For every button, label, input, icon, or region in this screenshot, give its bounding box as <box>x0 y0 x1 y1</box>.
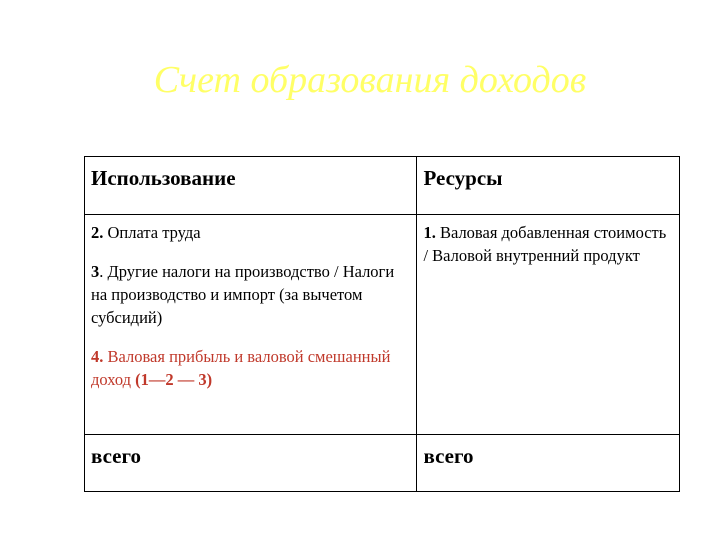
item-number: 4. <box>91 347 104 366</box>
item-number: 1. <box>423 223 436 242</box>
use-item-compensation <box>91 221 408 244</box>
item-text: Валовая прибыль и валовой смешанный доход <box>91 347 391 389</box>
resources-cell <box>417 215 680 435</box>
income-formation-table <box>84 156 680 492</box>
table-header-row <box>85 157 680 215</box>
slide-title: Счет образования доходов <box>153 59 587 101</box>
total-uses: всего <box>85 435 417 492</box>
header-uses: Использование <box>85 157 417 215</box>
resource-item-gva <box>423 221 671 267</box>
use-item-gross-profit <box>91 345 408 391</box>
item-number: 3 <box>91 262 100 281</box>
item-formula: (1—2 — 3) <box>135 370 213 389</box>
item-text: Оплата труда <box>103 223 201 242</box>
uses-cell <box>85 215 417 435</box>
table-total-row <box>85 435 680 492</box>
table-body-row <box>85 215 680 435</box>
item-text: . Другие налоги на производство / Налоги на производство и импорт (за вычетом субсидий) <box>91 262 395 327</box>
header-resources: Ресурсы <box>417 157 680 215</box>
item-number: 2. <box>91 223 104 242</box>
use-item-other-taxes <box>91 260 408 329</box>
total-resources: всего <box>417 435 680 492</box>
item-text: Валовая добавленная стоимость / Валовой внутренний продукт <box>423 223 667 265</box>
